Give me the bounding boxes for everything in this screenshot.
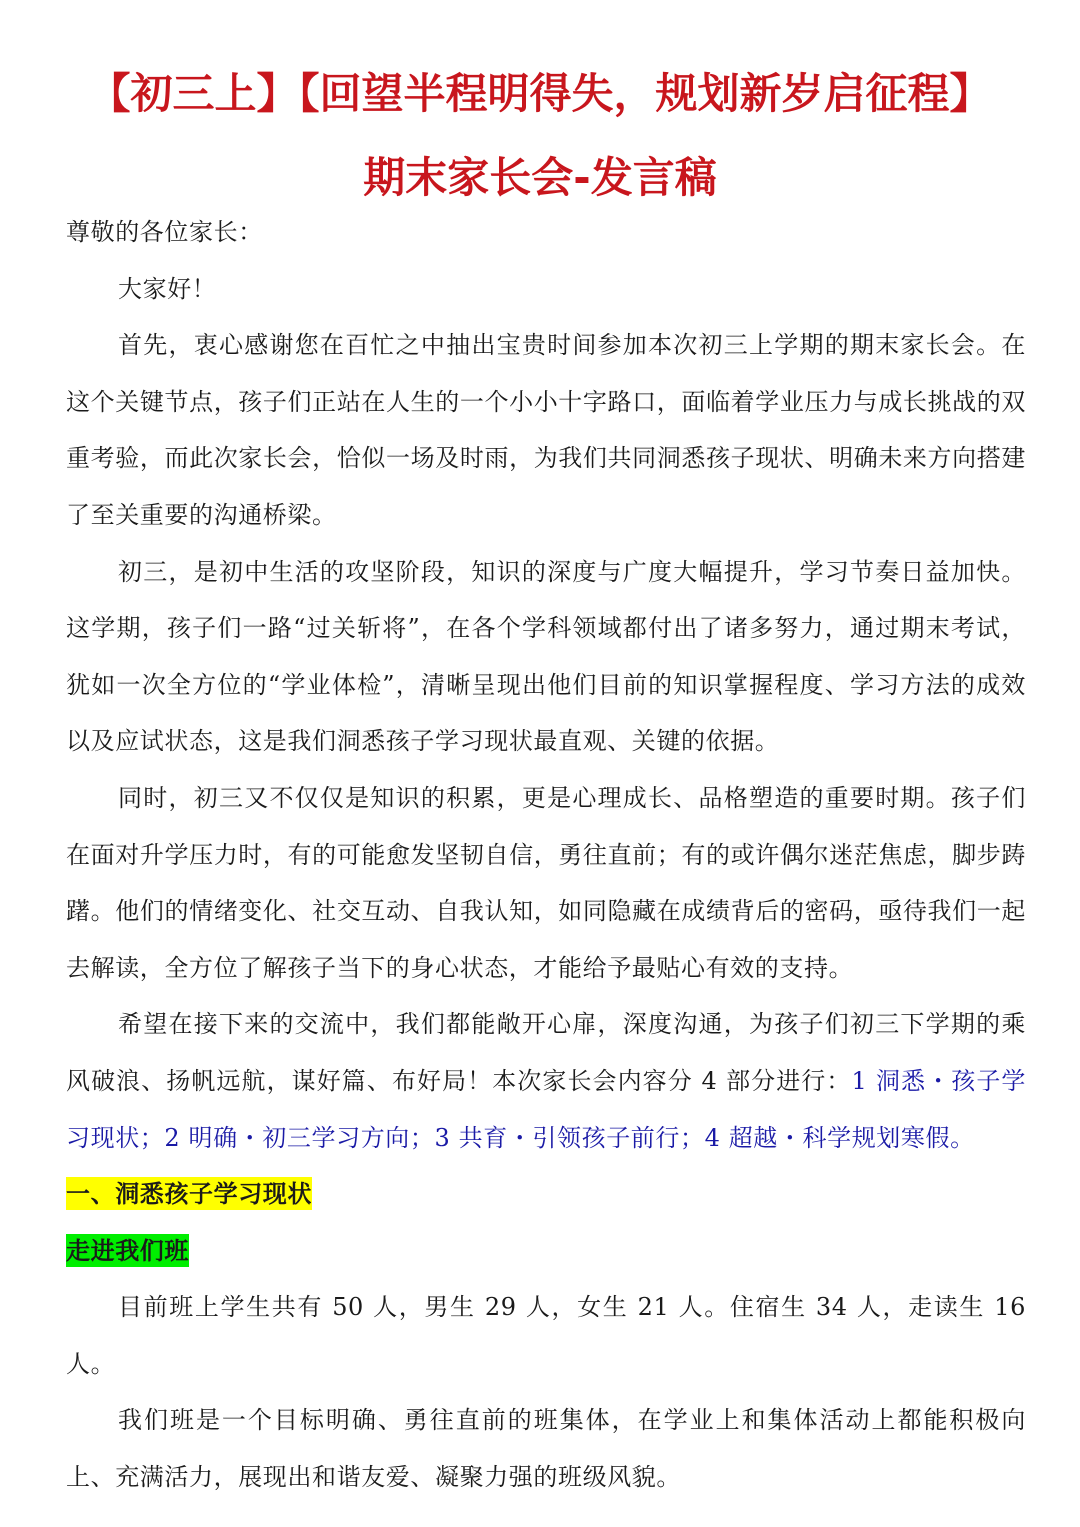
paragraph-opening: 首先，衷心感谢您在百忙之中抽出宝贵时间参加本次初三上学期的期末家长会。在这个关键节点，孩子们正站在人生的一个小小十字路口，面临着学业压力与成长挑战的双重考验，而此次家长会，恰似一场及时雨，为我们共同洞悉孩子现状、明确未来方向搭建了至关重要的沟通桥梁。 xyxy=(66,331,1026,529)
speech-body xyxy=(66,204,1026,1506)
paragraph-class-stats: 目前班上学生共有 50 人，男生 29 人，女生 21 人。住宿生 34 人，走读生 16 人。 xyxy=(66,1293,1026,1378)
salutation: 尊敬的各位家长： xyxy=(66,218,263,246)
greeting: 大家好！ xyxy=(118,274,217,303)
paragraph-class-description: 我们班是一个目标明确、勇往直前的班集体，在学业上和集体活动上都能积极向上、充满活力，展现出和谐友爱、凝聚力强的班级风貌。 xyxy=(66,1406,1026,1492)
section-subheading-text: 走进我们班 xyxy=(66,1235,189,1265)
paragraph-agenda xyxy=(66,996,1026,1166)
paragraph-growth: 同时，初三又不仅仅是知识的积累，更是心理成长、品格塑造的重要时期。孩子们在面对升学压力时，有的可能愈发坚韧自信，勇往直前；有的或许偶尔迷茫焦虑，脚步踌躇。他们的情绪变化、社交互动、自我认知，如同隐藏在成绩背后的密码，亟待我们一起去解读，全方位了解孩子当下的身心状态，才能给予最贴心有效的支持。 xyxy=(66,783,1026,982)
document-title: 【初三上】【回望半程明得失，规划新岁启征程】 xyxy=(88,69,992,118)
section-subheading xyxy=(66,1223,1026,1280)
paragraph-junior-three: 初三，是初中生活的攻坚阶段，知识的深度与广度大幅提升，学习节奏日益加快。这学期，孩子们一路“过关斩将”，在各个学科领域都付出了诸多努力，通过期末考试，犹如一次全方位的“学业体检”，清晰呈现出他们目前的知识掌握程度、学习方法的成效以及应试状态，这是我们洞悉孩子学习现状最直观、关键的依据。 xyxy=(66,557,1026,756)
section-heading-text: 一、洞悉孩子学习现状 xyxy=(66,1179,312,1209)
agenda-lead: 希望在接下来的交流中，我们都能敞开心扉，深度沟通，为孩子们初三下学期的乘风破浪、扬帆远航，谋好篇、布好局！本次家长会内容分 4 部分进行： xyxy=(66,1010,1026,1095)
agenda-outline: 1 洞悉・孩子学习现状；2 明确・初三学习方向；3 共育・引领孩子前行；4 超越・科学规划寒假。 xyxy=(66,1066,1027,1152)
document-subtitle: 期末家长会-发言稿 xyxy=(363,153,717,202)
section-heading xyxy=(66,1166,1026,1223)
